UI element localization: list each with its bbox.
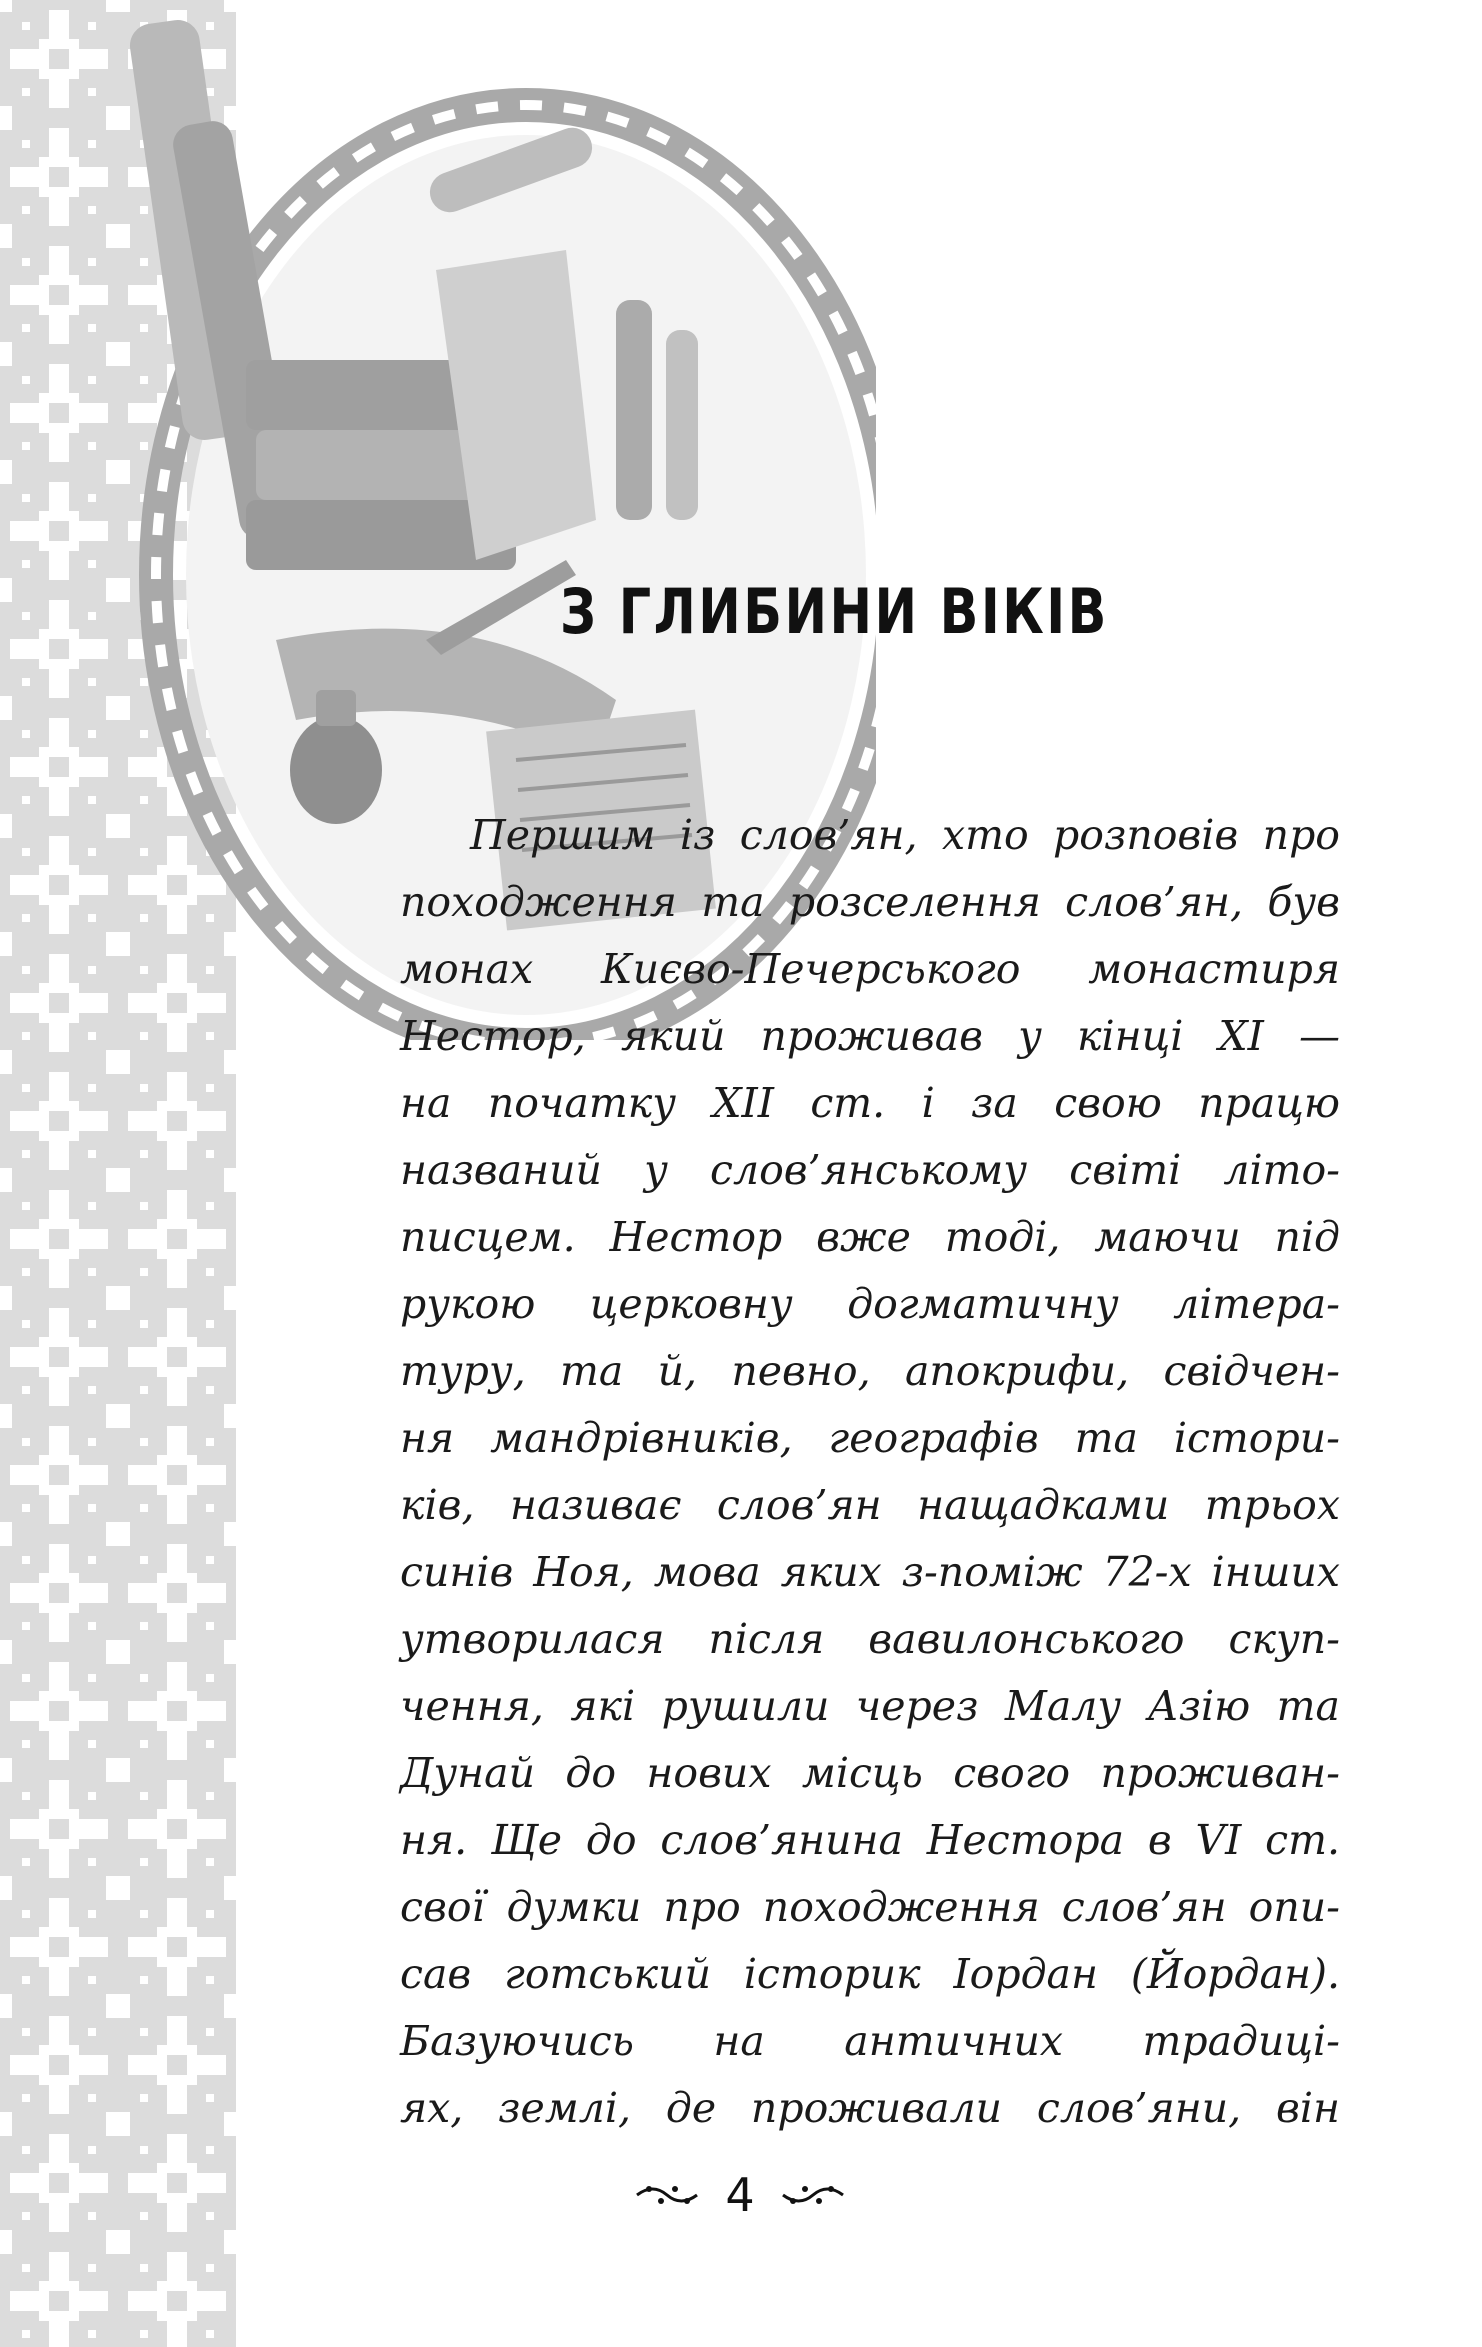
text-line: названий у слов’янському світі літо-: [400, 1146, 1340, 1194]
chapter-title: З ГЛИБИНИ ВІКІВ: [560, 575, 1109, 648]
text-line: Дунай до нових місць свого проживан-: [400, 1749, 1340, 1797]
text-line: Нестор, який проживав у кінці XI —: [400, 1012, 1340, 1060]
floral-flourish-icon: [781, 2181, 845, 2209]
text-line: Базуючись на античних традиці-: [400, 2017, 1340, 2065]
text-line: свої думки про походження слов’ян опи-: [400, 1883, 1340, 1931]
text-line: походження та розселення слов’ян, був: [400, 878, 1340, 926]
text-line: ня. Ще до слов’янина Нестора в VI ст.: [400, 1816, 1340, 1864]
text-line: Першим із слов’ян, хто розповів про: [470, 811, 1340, 859]
text-line: рукою церковну догматичну літера-: [400, 1280, 1340, 1328]
text-line: ків, називає слов’ян нащадками трьох: [400, 1481, 1340, 1529]
text-line: чення, які рушили через Малу Азію та: [400, 1682, 1340, 1730]
page-number: 4: [725, 2168, 755, 2222]
text-line: ях, землі, де проживали слов’яни, він: [400, 2084, 1340, 2132]
text-line: сав готський історик Іордан (Йордан).: [400, 1950, 1340, 1998]
body-paragraph: [400, 802, 1340, 2142]
page-footer: [620, 2165, 860, 2225]
text-line: синів Ноя, мова яких з-поміж 72-х інших: [400, 1548, 1340, 1596]
text-line: туру, та й, певно, апокрифи, свідчен-: [400, 1347, 1340, 1395]
text-line: писцем. Нестор вже тоді, маючи під: [400, 1213, 1340, 1261]
text-line: на початку XII ст. і за свою працю: [400, 1079, 1340, 1127]
floral-flourish-icon: [635, 2181, 699, 2209]
text-line: утворилася після вавилонського скуп-: [400, 1615, 1340, 1663]
text-line: ня мандрівників, географів та істори-: [400, 1414, 1340, 1462]
text-line: монах Києво-Печерського монастиря: [400, 945, 1340, 993]
